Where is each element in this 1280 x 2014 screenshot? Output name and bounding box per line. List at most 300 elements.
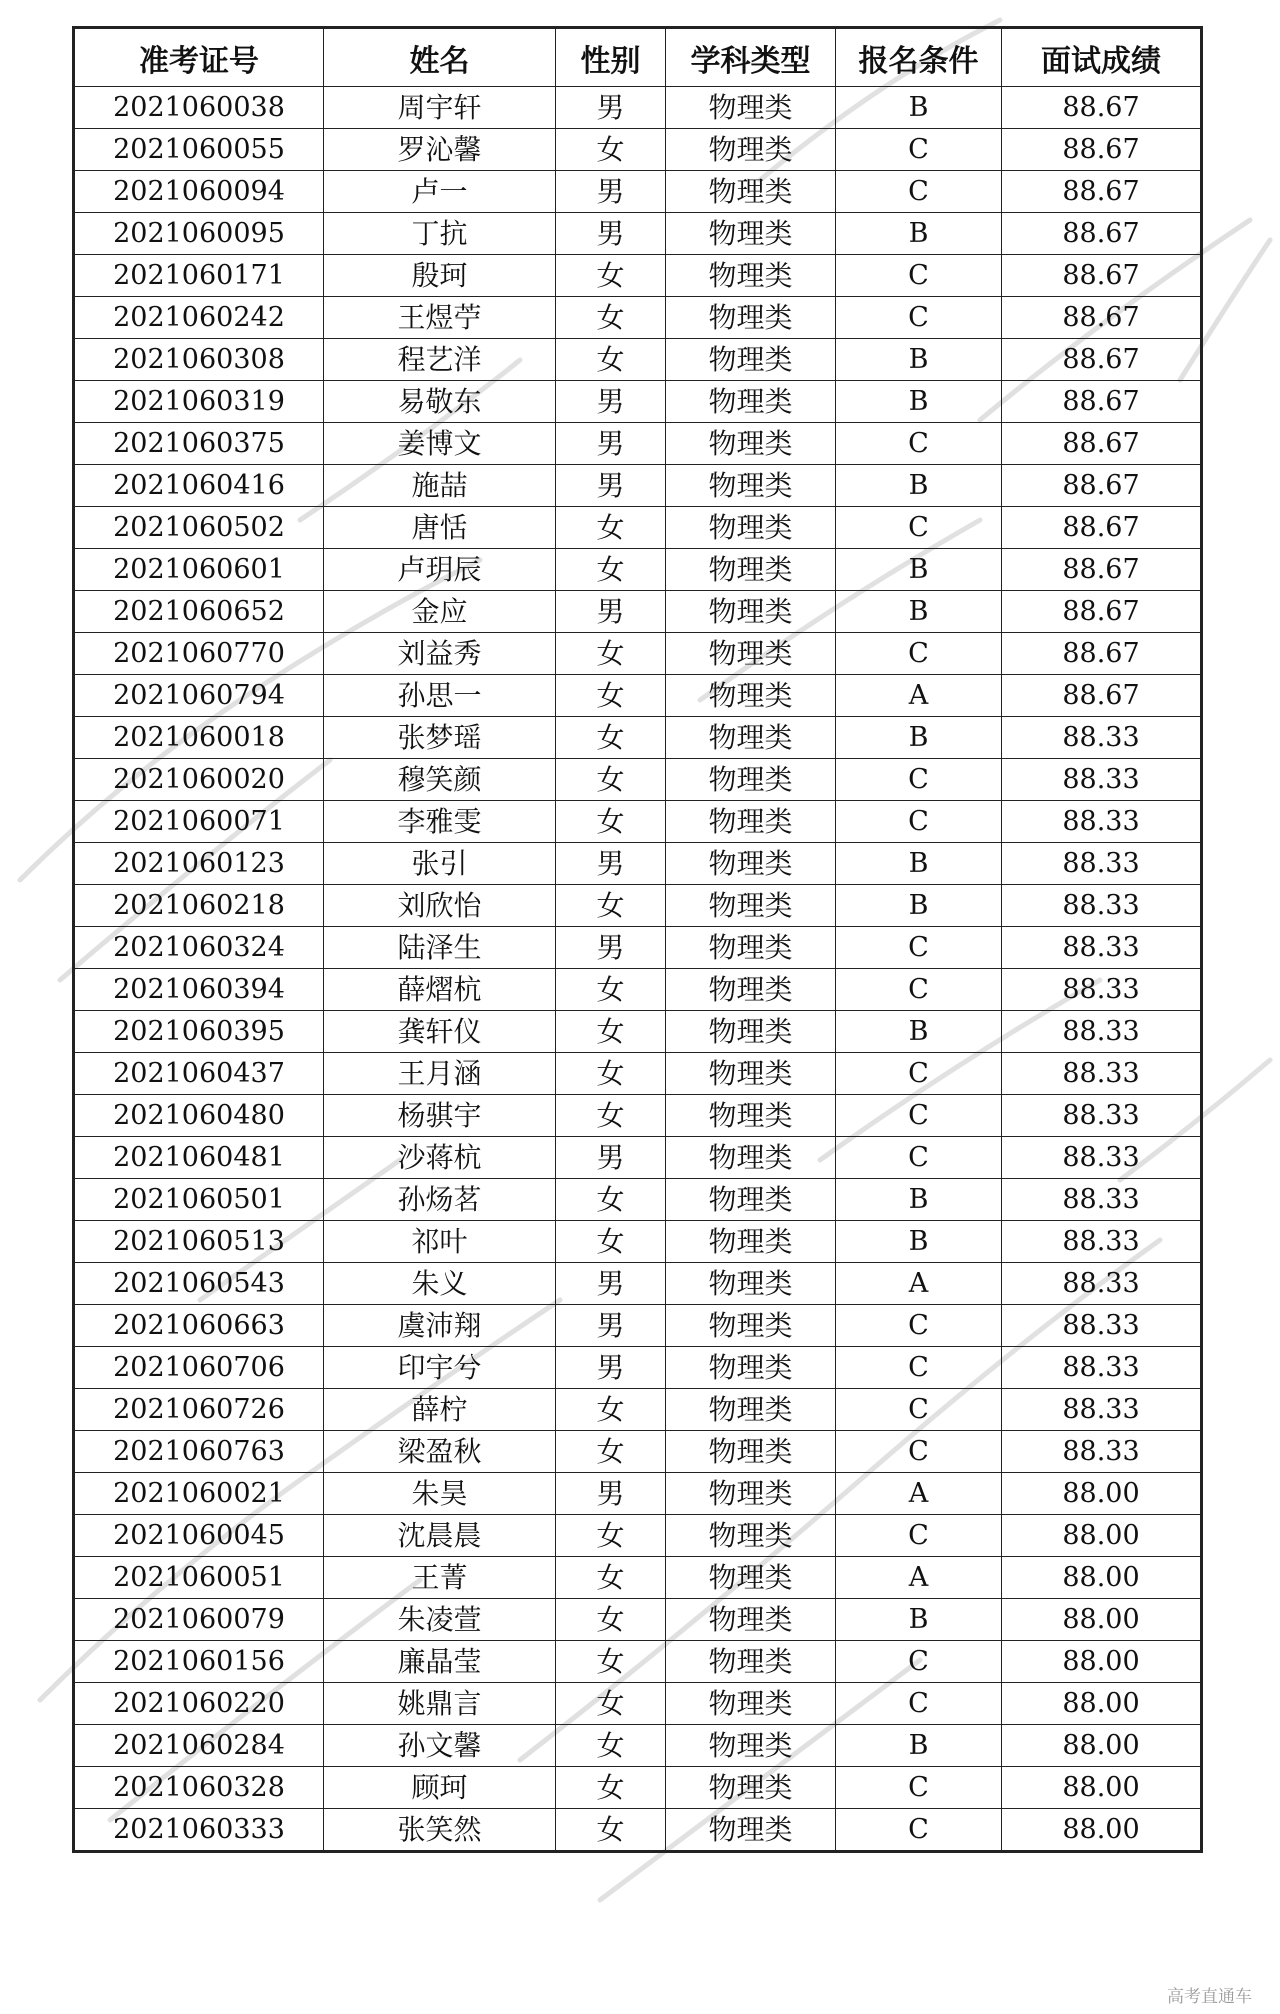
cell-gender: 女 — [556, 297, 666, 339]
footer-credit: 高考直通车 — [1167, 1987, 1252, 2007]
cell-application-condition: B — [836, 381, 1002, 423]
table-row — [74, 87, 1202, 129]
cell-subject-type: 物理类 — [666, 381, 836, 423]
cell-application-condition: B — [836, 885, 1002, 927]
cell-subject-type: 物理类 — [666, 1095, 836, 1137]
cell-application-condition: C — [836, 1305, 1002, 1347]
cell-gender: 男 — [556, 1305, 666, 1347]
cell-exam-id: 2021060706 — [74, 1347, 324, 1389]
cell-subject-type: 物理类 — [666, 255, 836, 297]
cell-exam-id: 2021060416 — [74, 465, 324, 507]
cell-exam-id: 2021060375 — [74, 423, 324, 465]
cell-gender: 女 — [556, 633, 666, 675]
cell-application-condition: B — [836, 549, 1002, 591]
cell-gender: 女 — [556, 1389, 666, 1431]
cell-subject-type: 物理类 — [666, 339, 836, 381]
cell-name: 刘欣怡 — [324, 885, 556, 927]
cell-application-condition: C — [836, 297, 1002, 339]
cell-name: 姜博文 — [324, 423, 556, 465]
cell-gender: 女 — [556, 717, 666, 759]
cell-exam-id: 2021060156 — [74, 1641, 324, 1683]
cell-gender: 女 — [556, 675, 666, 717]
cell-gender: 女 — [556, 1809, 666, 1852]
cell-application-condition: C — [836, 507, 1002, 549]
cell-exam-id: 2021060726 — [74, 1389, 324, 1431]
cell-gender: 女 — [556, 339, 666, 381]
cell-interview-score: 88.33 — [1002, 1347, 1202, 1389]
cell-exam-id: 2021060663 — [74, 1305, 324, 1347]
cell-gender: 女 — [556, 885, 666, 927]
cell-subject-type: 物理类 — [666, 549, 836, 591]
cell-subject-type: 物理类 — [666, 969, 836, 1011]
cell-interview-score: 88.33 — [1002, 1389, 1202, 1431]
cell-application-condition: C — [836, 927, 1002, 969]
cell-interview-score: 88.67 — [1002, 675, 1202, 717]
cell-gender: 男 — [556, 1347, 666, 1389]
cell-name: 金应 — [324, 591, 556, 633]
cell-exam-id: 2021060763 — [74, 1431, 324, 1473]
cell-name: 卢一 — [324, 171, 556, 213]
cell-name: 沙蒋杭 — [324, 1137, 556, 1179]
cell-exam-id: 2021060395 — [74, 1011, 324, 1053]
cell-gender: 男 — [556, 213, 666, 255]
cell-gender: 女 — [556, 1095, 666, 1137]
cell-gender: 女 — [556, 1725, 666, 1767]
cell-application-condition: B — [836, 1011, 1002, 1053]
cell-subject-type: 物理类 — [666, 1053, 836, 1095]
cell-interview-score: 88.00 — [1002, 1809, 1202, 1852]
cell-gender: 女 — [556, 969, 666, 1011]
cell-gender: 男 — [556, 423, 666, 465]
cell-exam-id: 2021060079 — [74, 1599, 324, 1641]
cell-interview-score: 88.33 — [1002, 759, 1202, 801]
cell-name: 刘益秀 — [324, 633, 556, 675]
cell-name: 廉晶莹 — [324, 1641, 556, 1683]
cell-name: 穆笑颜 — [324, 759, 556, 801]
table-row — [74, 1809, 1202, 1852]
cell-exam-id: 2021060021 — [74, 1473, 324, 1515]
cell-name: 薛柠 — [324, 1389, 556, 1431]
cell-gender: 男 — [556, 591, 666, 633]
cell-subject-type: 物理类 — [666, 507, 836, 549]
table-row — [74, 885, 1202, 927]
cell-application-condition: B — [836, 591, 1002, 633]
table-row — [74, 1725, 1202, 1767]
cell-subject-type: 物理类 — [666, 87, 836, 129]
cell-exam-id: 2021060018 — [74, 717, 324, 759]
cell-application-condition: C — [836, 423, 1002, 465]
cell-subject-type: 物理类 — [666, 213, 836, 255]
cell-subject-type: 物理类 — [666, 1221, 836, 1263]
cell-subject-type: 物理类 — [666, 171, 836, 213]
cell-name: 施喆 — [324, 465, 556, 507]
cell-exam-id: 2021060501 — [74, 1179, 324, 1221]
cell-name: 沈晨晨 — [324, 1515, 556, 1557]
cell-application-condition: C — [836, 1767, 1002, 1809]
cell-interview-score: 88.33 — [1002, 801, 1202, 843]
cell-name: 罗沁馨 — [324, 129, 556, 171]
cell-gender: 男 — [556, 1263, 666, 1305]
cell-name: 顾珂 — [324, 1767, 556, 1809]
cell-application-condition: C — [836, 801, 1002, 843]
cell-application-condition: C — [836, 969, 1002, 1011]
cell-interview-score: 88.67 — [1002, 297, 1202, 339]
table-row — [74, 1683, 1202, 1725]
cell-gender: 女 — [556, 1557, 666, 1599]
cell-application-condition: B — [836, 717, 1002, 759]
cell-name: 李雅雯 — [324, 801, 556, 843]
cell-application-condition: A — [836, 1263, 1002, 1305]
table-row — [74, 381, 1202, 423]
cell-subject-type: 物理类 — [666, 1683, 836, 1725]
cell-exam-id: 2021060480 — [74, 1095, 324, 1137]
cell-exam-id: 2021060123 — [74, 843, 324, 885]
cell-gender: 男 — [556, 171, 666, 213]
cell-interview-score: 88.33 — [1002, 717, 1202, 759]
cell-gender: 女 — [556, 549, 666, 591]
cell-application-condition: C — [836, 1683, 1002, 1725]
cell-application-condition: C — [836, 1431, 1002, 1473]
cell-interview-score: 88.00 — [1002, 1641, 1202, 1683]
cell-subject-type: 物理类 — [666, 633, 836, 675]
cell-name: 孙文馨 — [324, 1725, 556, 1767]
cell-name: 龚轩仪 — [324, 1011, 556, 1053]
cell-gender: 女 — [556, 1431, 666, 1473]
table-row — [74, 465, 1202, 507]
cell-interview-score: 88.67 — [1002, 549, 1202, 591]
cell-exam-id: 2021060218 — [74, 885, 324, 927]
cell-interview-score: 88.33 — [1002, 1011, 1202, 1053]
cell-subject-type: 物理类 — [666, 1641, 836, 1683]
cell-gender: 女 — [556, 1641, 666, 1683]
cell-interview-score: 88.00 — [1002, 1599, 1202, 1641]
interview-score-table — [72, 26, 1203, 1853]
cell-exam-id: 2021060171 — [74, 255, 324, 297]
table-row — [74, 129, 1202, 171]
cell-exam-id: 2021060045 — [74, 1515, 324, 1557]
cell-interview-score: 88.33 — [1002, 885, 1202, 927]
cell-exam-id: 2021060502 — [74, 507, 324, 549]
cell-subject-type: 物理类 — [666, 675, 836, 717]
cell-application-condition: B — [836, 1725, 1002, 1767]
cell-interview-score: 88.00 — [1002, 1473, 1202, 1515]
cell-subject-type: 物理类 — [666, 129, 836, 171]
cell-exam-id: 2021060333 — [74, 1809, 324, 1852]
cell-application-condition: C — [836, 1389, 1002, 1431]
cell-application-condition: C — [836, 759, 1002, 801]
cell-exam-id: 2021060071 — [74, 801, 324, 843]
cell-name: 易敬东 — [324, 381, 556, 423]
cell-interview-score: 88.67 — [1002, 87, 1202, 129]
cell-interview-score: 88.33 — [1002, 1263, 1202, 1305]
cell-subject-type: 物理类 — [666, 1263, 836, 1305]
table-row — [74, 843, 1202, 885]
cell-gender: 男 — [556, 381, 666, 423]
cell-name: 姚鼎言 — [324, 1683, 556, 1725]
cell-gender: 女 — [556, 801, 666, 843]
table-row — [74, 171, 1202, 213]
cell-name: 张笑然 — [324, 1809, 556, 1852]
table-row — [74, 1179, 1202, 1221]
table-row — [74, 1053, 1202, 1095]
table-row — [74, 297, 1202, 339]
table-row — [74, 1557, 1202, 1599]
cell-interview-score: 88.33 — [1002, 969, 1202, 1011]
cell-subject-type: 物理类 — [666, 1137, 836, 1179]
cell-interview-score: 88.67 — [1002, 465, 1202, 507]
cell-application-condition: C — [836, 1053, 1002, 1095]
table-row — [74, 1431, 1202, 1473]
header-name: 姓名 — [324, 28, 556, 87]
cell-name: 虞沛翔 — [324, 1305, 556, 1347]
cell-subject-type: 物理类 — [666, 1473, 836, 1515]
table-row — [74, 423, 1202, 465]
cell-name: 孙炀茗 — [324, 1179, 556, 1221]
table-row — [74, 549, 1202, 591]
table-row — [74, 1767, 1202, 1809]
cell-application-condition: C — [836, 1515, 1002, 1557]
cell-interview-score: 88.00 — [1002, 1725, 1202, 1767]
table-row — [74, 1137, 1202, 1179]
cell-exam-id: 2021060513 — [74, 1221, 324, 1263]
cell-exam-id: 2021060394 — [74, 969, 324, 1011]
cell-subject-type: 物理类 — [666, 1347, 836, 1389]
cell-exam-id: 2021060481 — [74, 1137, 324, 1179]
table-row — [74, 1641, 1202, 1683]
table-header-row — [74, 28, 1202, 87]
cell-subject-type: 物理类 — [666, 1809, 836, 1852]
table-row — [74, 1473, 1202, 1515]
cell-gender: 女 — [556, 129, 666, 171]
cell-application-condition: B — [836, 87, 1002, 129]
cell-interview-score: 88.33 — [1002, 1095, 1202, 1137]
cell-interview-score: 88.67 — [1002, 633, 1202, 675]
cell-subject-type: 物理类 — [666, 759, 836, 801]
table-row — [74, 801, 1202, 843]
cell-name: 张引 — [324, 843, 556, 885]
cell-interview-score: 88.67 — [1002, 129, 1202, 171]
cell-application-condition: C — [836, 1095, 1002, 1137]
cell-application-condition: B — [836, 1179, 1002, 1221]
cell-interview-score: 88.00 — [1002, 1683, 1202, 1725]
cell-exam-id: 2021060284 — [74, 1725, 324, 1767]
cell-exam-id: 2021060055 — [74, 129, 324, 171]
cell-application-condition: C — [836, 129, 1002, 171]
cell-exam-id: 2021060038 — [74, 87, 324, 129]
cell-interview-score: 88.33 — [1002, 1137, 1202, 1179]
cell-subject-type: 物理类 — [666, 423, 836, 465]
header-gender: 性别 — [556, 28, 666, 87]
table-row — [74, 1305, 1202, 1347]
cell-gender: 男 — [556, 843, 666, 885]
cell-gender: 女 — [556, 1599, 666, 1641]
cell-exam-id: 2021060242 — [74, 297, 324, 339]
table-row — [74, 255, 1202, 297]
cell-application-condition: B — [836, 213, 1002, 255]
cell-name: 印宇兮 — [324, 1347, 556, 1389]
cell-name: 杨骐宇 — [324, 1095, 556, 1137]
table-row — [74, 717, 1202, 759]
cell-name: 丁抗 — [324, 213, 556, 255]
cell-gender: 女 — [556, 255, 666, 297]
table-row — [74, 1389, 1202, 1431]
cell-application-condition: C — [836, 633, 1002, 675]
cell-exam-id: 2021060770 — [74, 633, 324, 675]
table-row — [74, 591, 1202, 633]
cell-application-condition: C — [836, 1809, 1002, 1852]
cell-interview-score: 88.00 — [1002, 1767, 1202, 1809]
cell-subject-type: 物理类 — [666, 717, 836, 759]
cell-exam-id: 2021060324 — [74, 927, 324, 969]
table-row — [74, 1599, 1202, 1641]
cell-interview-score: 88.67 — [1002, 339, 1202, 381]
cell-interview-score: 88.33 — [1002, 1053, 1202, 1095]
cell-subject-type: 物理类 — [666, 1725, 836, 1767]
cell-interview-score: 88.67 — [1002, 507, 1202, 549]
cell-subject-type: 物理类 — [666, 927, 836, 969]
score-sheet — [72, 26, 1200, 1853]
cell-interview-score: 88.67 — [1002, 591, 1202, 633]
cell-exam-id: 2021060020 — [74, 759, 324, 801]
cell-application-condition: B — [836, 1599, 1002, 1641]
cell-interview-score: 88.00 — [1002, 1515, 1202, 1557]
cell-subject-type: 物理类 — [666, 591, 836, 633]
table-row — [74, 339, 1202, 381]
cell-gender: 女 — [556, 1179, 666, 1221]
cell-subject-type: 物理类 — [666, 1179, 836, 1221]
cell-exam-id: 2021060308 — [74, 339, 324, 381]
table-body — [74, 87, 1202, 1852]
table-row — [74, 213, 1202, 255]
header-application-condition: 报名条件 — [836, 28, 1002, 87]
header-interview-score: 面试成绩 — [1002, 28, 1202, 87]
cell-gender: 女 — [556, 1767, 666, 1809]
cell-application-condition: A — [836, 1557, 1002, 1599]
cell-name: 卢玥辰 — [324, 549, 556, 591]
table-row — [74, 1011, 1202, 1053]
cell-exam-id: 2021060095 — [74, 213, 324, 255]
cell-subject-type: 物理类 — [666, 1305, 836, 1347]
cell-gender: 女 — [556, 507, 666, 549]
cell-subject-type: 物理类 — [666, 801, 836, 843]
cell-subject-type: 物理类 — [666, 1431, 836, 1473]
cell-subject-type: 物理类 — [666, 843, 836, 885]
cell-name: 祁叶 — [324, 1221, 556, 1263]
cell-name: 程艺洋 — [324, 339, 556, 381]
cell-exam-id: 2021060220 — [74, 1683, 324, 1725]
cell-exam-id: 2021060437 — [74, 1053, 324, 1095]
cell-name: 王煜苧 — [324, 297, 556, 339]
table-row — [74, 969, 1202, 1011]
cell-name: 孙思一 — [324, 675, 556, 717]
cell-gender: 男 — [556, 1473, 666, 1515]
cell-exam-id: 2021060051 — [74, 1557, 324, 1599]
cell-name: 唐恬 — [324, 507, 556, 549]
table-row — [74, 507, 1202, 549]
table-row — [74, 1221, 1202, 1263]
cell-interview-score: 88.33 — [1002, 927, 1202, 969]
cell-application-condition: A — [836, 675, 1002, 717]
cell-application-condition: B — [836, 465, 1002, 507]
cell-gender: 女 — [556, 1515, 666, 1557]
header-subject-type: 学科类型 — [666, 28, 836, 87]
cell-subject-type: 物理类 — [666, 1011, 836, 1053]
cell-subject-type: 物理类 — [666, 1767, 836, 1809]
cell-gender: 女 — [556, 1011, 666, 1053]
cell-exam-id: 2021060543 — [74, 1263, 324, 1305]
cell-interview-score: 88.33 — [1002, 1179, 1202, 1221]
cell-subject-type: 物理类 — [666, 1557, 836, 1599]
cell-name: 周宇轩 — [324, 87, 556, 129]
cell-application-condition: C — [836, 1347, 1002, 1389]
cell-interview-score: 88.33 — [1002, 1431, 1202, 1473]
cell-subject-type: 物理类 — [666, 1599, 836, 1641]
table-row — [74, 1515, 1202, 1557]
cell-subject-type: 物理类 — [666, 1515, 836, 1557]
cell-gender: 女 — [556, 1221, 666, 1263]
cell-name: 朱昊 — [324, 1473, 556, 1515]
cell-application-condition: C — [836, 255, 1002, 297]
cell-exam-id: 2021060794 — [74, 675, 324, 717]
table-row — [74, 759, 1202, 801]
cell-interview-score: 88.67 — [1002, 423, 1202, 465]
cell-gender: 女 — [556, 1683, 666, 1725]
cell-name: 薛熠杭 — [324, 969, 556, 1011]
cell-gender: 男 — [556, 927, 666, 969]
cell-gender: 女 — [556, 1053, 666, 1095]
cell-interview-score: 88.67 — [1002, 213, 1202, 255]
cell-interview-score: 88.67 — [1002, 171, 1202, 213]
cell-subject-type: 物理类 — [666, 1389, 836, 1431]
cell-name: 张梦瑶 — [324, 717, 556, 759]
cell-interview-score: 88.33 — [1002, 843, 1202, 885]
cell-subject-type: 物理类 — [666, 297, 836, 339]
cell-interview-score: 88.67 — [1002, 255, 1202, 297]
table-row — [74, 1347, 1202, 1389]
cell-application-condition: A — [836, 1473, 1002, 1515]
cell-name: 王菁 — [324, 1557, 556, 1599]
cell-interview-score: 88.00 — [1002, 1557, 1202, 1599]
cell-application-condition: B — [836, 1221, 1002, 1263]
cell-application-condition: C — [836, 171, 1002, 213]
cell-subject-type: 物理类 — [666, 885, 836, 927]
cell-interview-score: 88.33 — [1002, 1305, 1202, 1347]
cell-gender: 男 — [556, 1137, 666, 1179]
header-exam-id: 准考证号 — [74, 28, 324, 87]
cell-interview-score: 88.67 — [1002, 381, 1202, 423]
cell-name: 殷珂 — [324, 255, 556, 297]
cell-gender: 男 — [556, 87, 666, 129]
table-row — [74, 633, 1202, 675]
table-row — [74, 1095, 1202, 1137]
table-row — [74, 1263, 1202, 1305]
table-row — [74, 675, 1202, 717]
cell-name: 朱义 — [324, 1263, 556, 1305]
cell-name: 王月涵 — [324, 1053, 556, 1095]
cell-application-condition: B — [836, 843, 1002, 885]
cell-subject-type: 物理类 — [666, 465, 836, 507]
table-row — [74, 927, 1202, 969]
cell-interview-score: 88.33 — [1002, 1221, 1202, 1263]
cell-application-condition: C — [836, 1641, 1002, 1683]
cell-application-condition: C — [836, 1137, 1002, 1179]
cell-gender: 男 — [556, 465, 666, 507]
cell-name: 朱凌萱 — [324, 1599, 556, 1641]
cell-gender: 女 — [556, 759, 666, 801]
cell-exam-id: 2021060328 — [74, 1767, 324, 1809]
cell-exam-id: 2021060319 — [74, 381, 324, 423]
cell-name: 陆泽生 — [324, 927, 556, 969]
